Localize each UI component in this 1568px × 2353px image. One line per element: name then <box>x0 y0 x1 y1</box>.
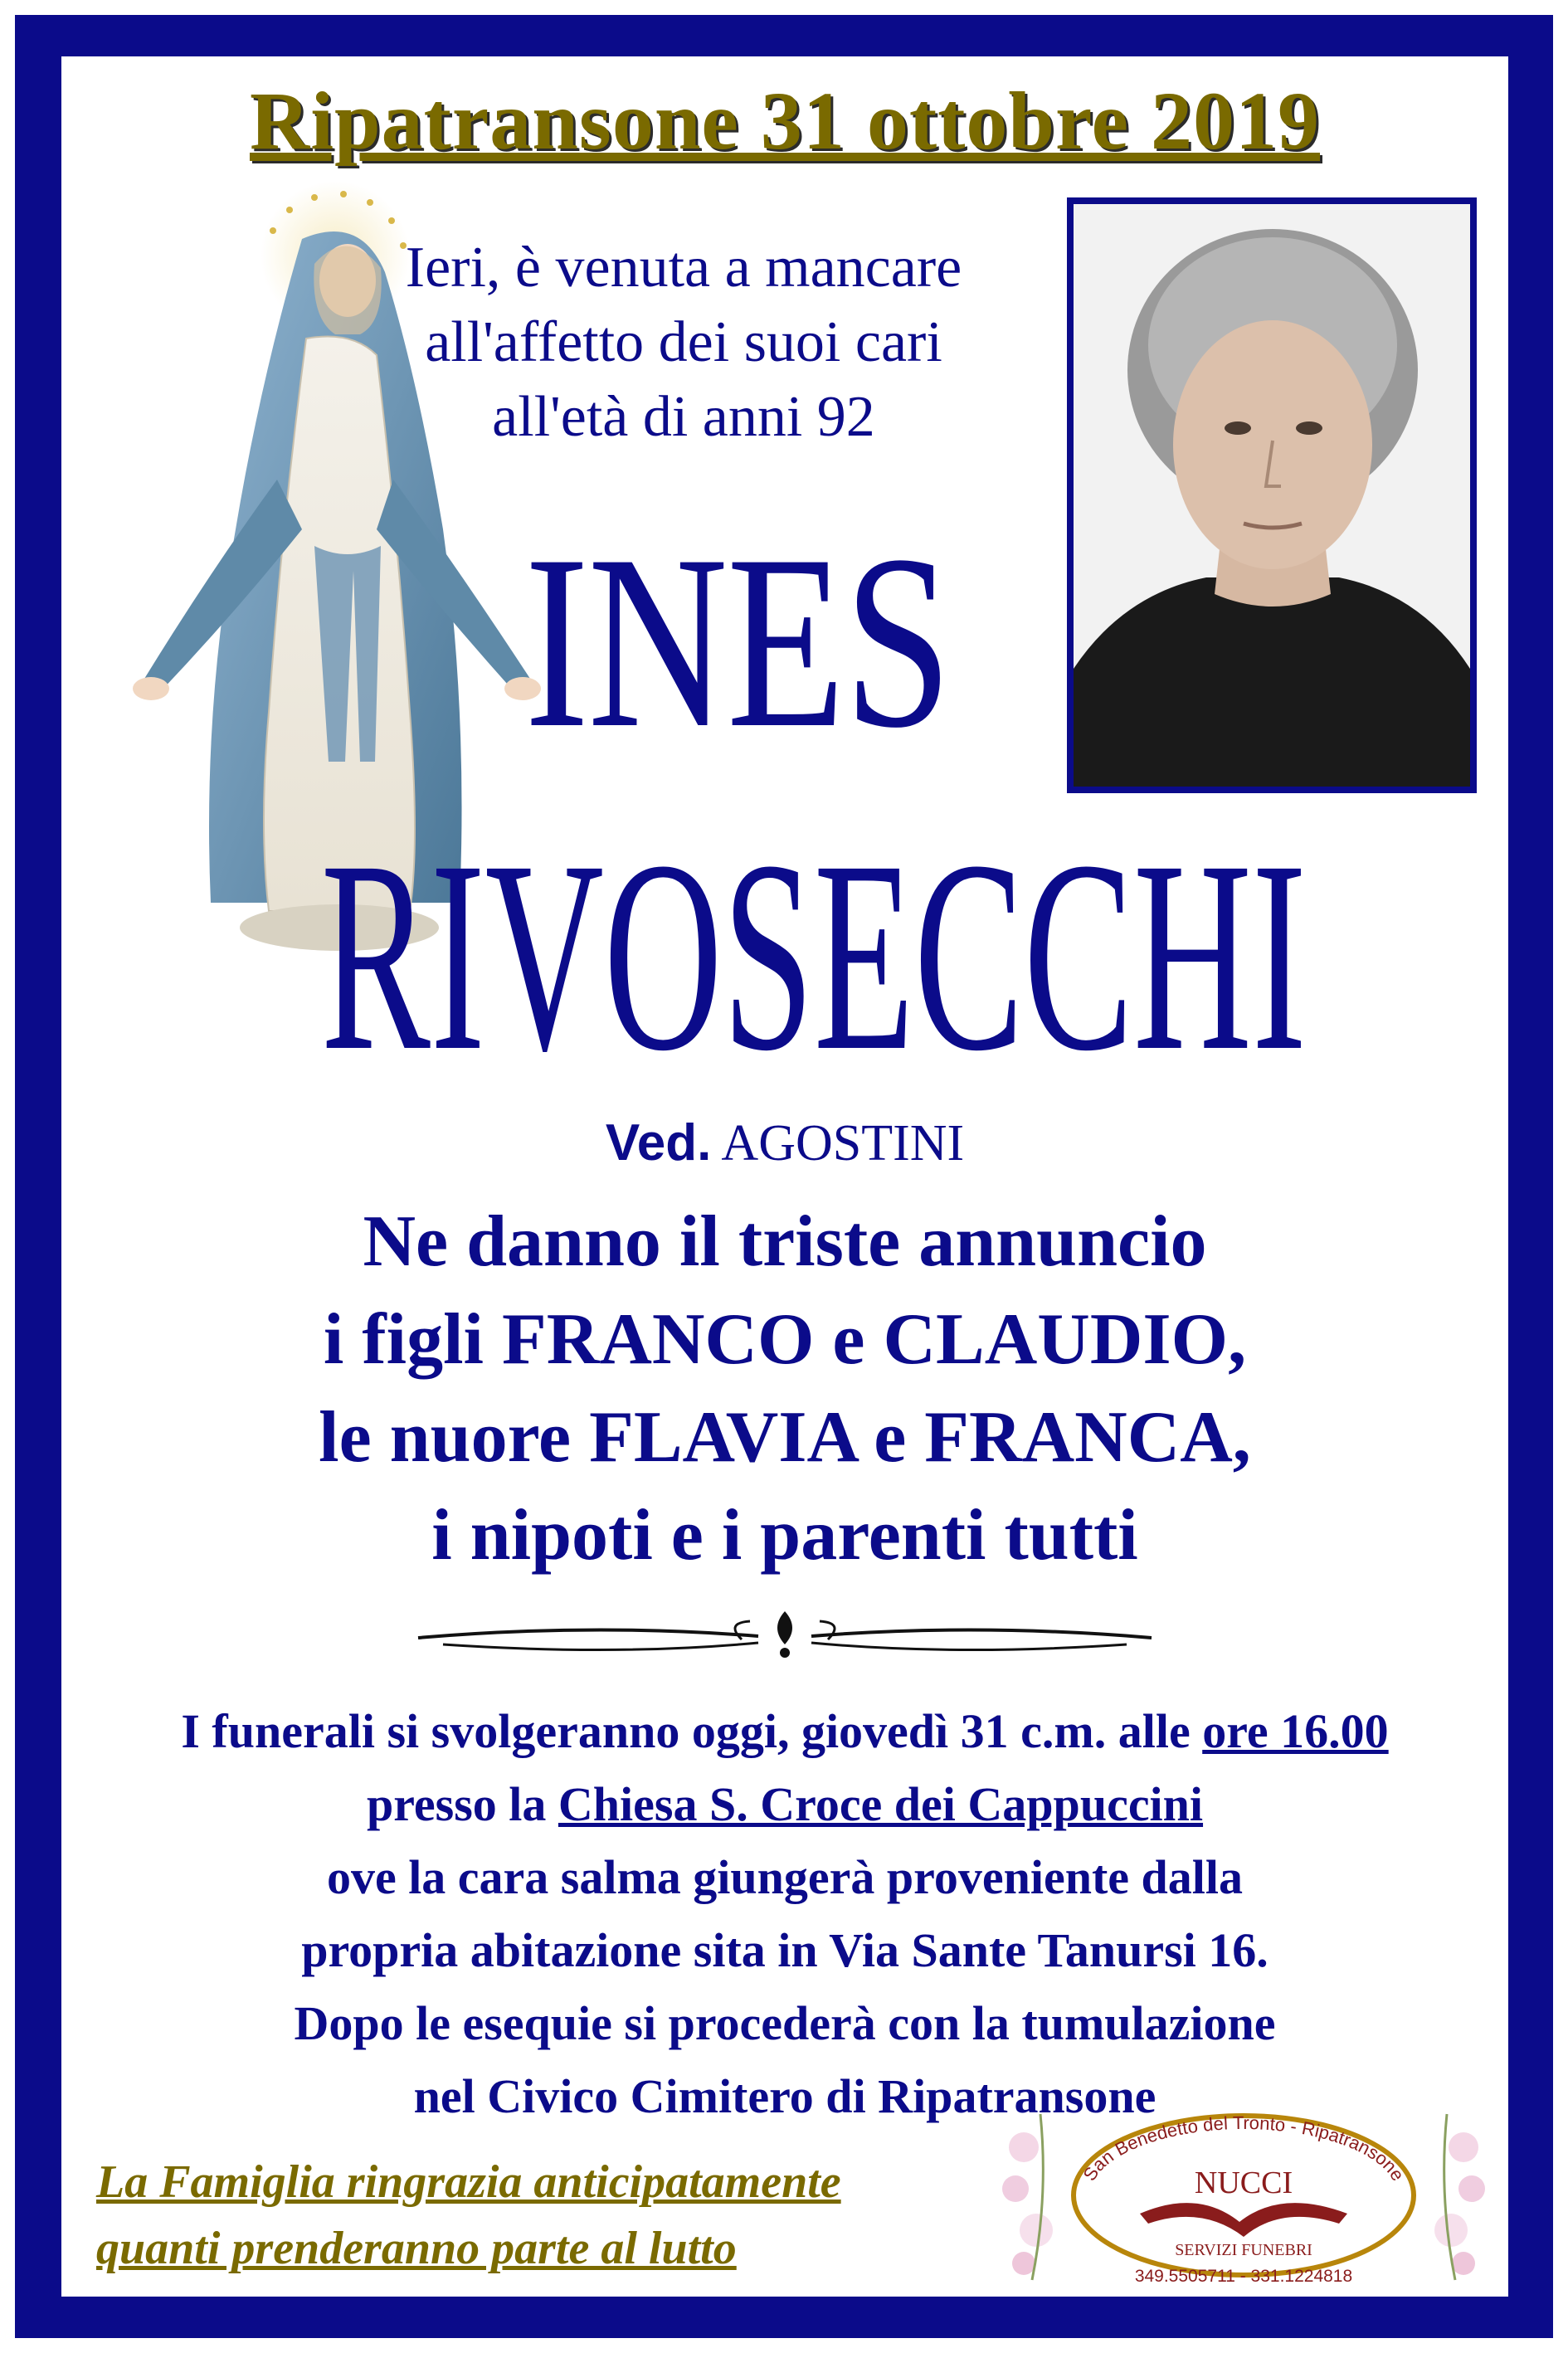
announcement <box>61 1193 1508 1585</box>
funeral-time: ore 16.00 <box>1202 1704 1389 1758</box>
announcement-line-3: le nuore FLAVIA e FRANCA, <box>319 1397 1251 1478</box>
funeral-line-6: nel Civico Cimitero di Ripatransone <box>413 2069 1157 2123</box>
deceased-last-name: RIVOSECCHI <box>320 805 1307 1108</box>
orchid-decoration-left <box>1002 2114 1053 2280</box>
thanks-line-2: quanti prenderanno parte al lutto <box>96 2223 737 2274</box>
portrait-photo <box>1067 197 1477 793</box>
funeral-line-3: ove la cara salma giungerà proveniente dalla <box>326 1850 1244 1904</box>
notice-panel <box>61 56 1508 2297</box>
funeral-line-1 <box>61 1695 1508 1768</box>
svg-text:349.5505711 - 331.1224818: 349.5505711 - 331.1224818 <box>1134 2267 1353 2286</box>
place-date-header: Ripatransone 31 ottobre 2019 <box>249 75 1320 167</box>
funeral-line-1-text: I funerali si svolgeranno oggi, giovedì 31 c.m. alle <box>181 1704 1203 1758</box>
intro-line-3: all'età di anni 92 <box>492 385 875 449</box>
announcement-line-2: i figli FRANCO e CLAUDIO, <box>323 1299 1247 1380</box>
widow-prefix: Ved. <box>605 1114 712 1172</box>
funeral-line-2-prefix: presso la <box>366 1777 558 1831</box>
thanks-line-1: La Famiglia ringrazia anticipatamente <box>96 2156 841 2208</box>
intro-line-2: all'affetto dei suoi cari <box>425 310 942 374</box>
page-border <box>15 15 1553 2338</box>
svg-text:NUCCI: NUCCI <box>1194 2165 1293 2200</box>
funeral-details <box>61 1695 1508 2133</box>
widow-line <box>61 1110 1508 1176</box>
intro-text <box>377 231 991 455</box>
widow-surname: AGOSTINI <box>721 1115 965 1172</box>
ornamental-divider <box>410 1606 1160 1664</box>
deceased-first-name: INES <box>524 504 951 779</box>
intro-line-1: Ieri, è venuta a mancare <box>405 236 962 300</box>
funeral-church: Chiesa S. Croce dei Cappuccini <box>558 1777 1204 1831</box>
svg-text:SERVIZI FUNEBRI: SERVIZI FUNEBRI <box>1175 2241 1312 2259</box>
announcement-line-1: Ne danno il triste annuncio <box>363 1201 1207 1282</box>
funeral-line-4: propria abitazione sita in Via Sante Tanursi 16. <box>301 1923 1269 1977</box>
svg-text:San Benedetto del Tronto - Rip: San Benedetto del Tronto - Ripatransone <box>1079 2112 1409 2185</box>
funeral-line-5: Dopo le esequie si procederà con la tumulazione <box>294 1996 1276 2050</box>
portrait-image <box>1074 204 1470 787</box>
funeral-home-logo <box>991 2097 1497 2288</box>
family-thanks <box>96 2149 1009 2282</box>
announcement-line-4: i nipoti e i parenti tutti <box>431 1495 1138 1576</box>
orchid-decoration-right <box>1434 2114 1485 2280</box>
funeral-line-2 <box>61 1768 1508 1841</box>
